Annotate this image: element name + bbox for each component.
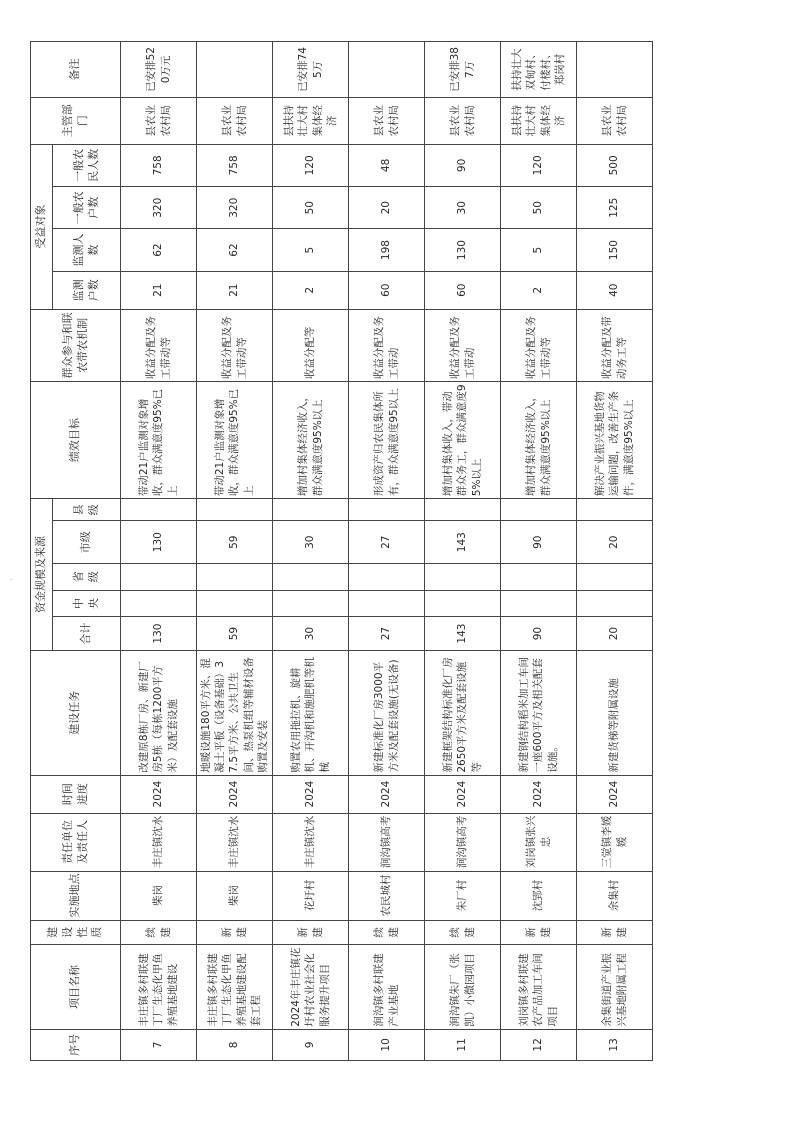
cell-location: 柴岗	[197, 871, 273, 920]
cell-time: 2024	[349, 775, 425, 813]
cell-city: 130	[121, 521, 197, 563]
cell-city: 90	[501, 521, 577, 563]
cell-unit: 涧沟镇高考	[349, 813, 425, 871]
cell-mech: 收益分配及务工带动	[349, 309, 425, 381]
cell-provincial	[197, 563, 273, 590]
cell-city: 20	[577, 521, 653, 563]
cell-note	[197, 42, 273, 98]
cell-unit: 丰庄镇沈水	[121, 813, 197, 871]
cell-mon-people: 130	[425, 229, 501, 271]
cell-county	[121, 499, 197, 521]
header-county: 县级	[53, 499, 121, 521]
cell-note	[349, 42, 425, 98]
header-time: 时间进度	[31, 775, 121, 813]
cell-seq: 7	[121, 1029, 197, 1060]
cell-nature: 新建	[197, 920, 273, 945]
cell-county	[273, 499, 349, 521]
cell-name: 涧沟镇朱厂（张凯）小微园项目	[425, 945, 501, 1030]
cell-task: 新建标准化厂房3000平方米及配套设施(无设备)	[349, 650, 425, 775]
cell-note: 扶持壮大双甸村、付楼村、郑岗村	[501, 42, 577, 98]
cell-mon-households: 21	[197, 271, 273, 309]
header-total: 合计	[53, 617, 121, 650]
cell-total: 27	[349, 617, 425, 650]
cell-mon-households: 21	[121, 271, 197, 309]
cell-note	[577, 42, 653, 98]
cell-time: 2024	[425, 775, 501, 813]
header-seq: 序号	[31, 1029, 121, 1060]
cell-mech: 收益分配等	[273, 309, 349, 381]
cell-county	[349, 499, 425, 521]
header-provincial: 省级	[53, 563, 121, 590]
cell-mech: 收益分配及务工带动等	[121, 309, 197, 381]
cell-city: 27	[349, 521, 425, 563]
cell-provincial	[501, 563, 577, 590]
cell-mon-people: 198	[349, 229, 425, 271]
project-table	[30, 41, 653, 1061]
header-unit: 责任单位及责任人	[31, 813, 121, 871]
cell-gen-households: 50	[273, 187, 349, 229]
cell-perf: 形成资产归农民集体所有，群众满意度95以上	[349, 382, 425, 499]
cell-total: 130	[121, 617, 197, 650]
cell-time: 2024	[273, 775, 349, 813]
cell-gen-people: 48	[349, 144, 425, 186]
cell-nature: 新建	[577, 920, 653, 945]
cell-gen-people: 120	[501, 144, 577, 186]
cell-mon-people: 5	[501, 229, 577, 271]
cell-mon-households: 2	[273, 271, 349, 309]
cell-location: 花圩村	[273, 871, 349, 920]
cell-total: 20	[577, 617, 653, 650]
cell-city: 143	[425, 521, 501, 563]
cell-nature: 续建	[349, 920, 425, 945]
cell-location: 朱厂村	[425, 871, 501, 920]
cell-gen-people: 500	[577, 144, 653, 186]
cell-county	[425, 499, 501, 521]
cell-county	[197, 499, 273, 521]
cell-gen-people: 90	[425, 144, 501, 186]
cell-name: 涧沟镇多村联建产业基地	[349, 945, 425, 1030]
cell-name: 丰庄镇多村联建丁厂生态化甲鱼养殖基地建设配套工程	[197, 945, 273, 1030]
cell-mon-households: 60	[425, 271, 501, 309]
cell-gen-households: 30	[425, 187, 501, 229]
header-city: 市级	[53, 521, 121, 563]
cell-seq: 12	[501, 1029, 577, 1060]
table-row	[501, 42, 577, 1061]
cell-dept: 县农业农村局	[425, 97, 501, 144]
cell-mech: 收益分配及务工带动等	[197, 309, 273, 381]
table-row	[425, 42, 501, 1061]
cell-perf: 带动21户监测对象增收，群众满意度95%已上	[121, 382, 197, 499]
cell-mech: 收益分配及务工带动	[425, 309, 501, 381]
cell-central	[349, 590, 425, 617]
cell-note: 已安排387万	[425, 42, 501, 98]
cell-unit: 涧沟镇高考	[425, 813, 501, 871]
cell-dept: 县扶持壮大村集体经济	[501, 97, 577, 144]
cell-task: 改建原8栋厂房、新建厂房5栋（每栋1200平方米）及配套设施	[121, 650, 197, 775]
cell-total: 59	[197, 617, 273, 650]
cell-seq: 9	[273, 1029, 349, 1060]
cell-name: 丰庄镇多村联建丁厂生态化甲鱼养殖基地建设	[121, 945, 197, 1030]
cell-dept: 县农业农村局	[577, 97, 653, 144]
cell-unit: 刘岗镇张兴忠	[501, 813, 577, 871]
table-row	[197, 42, 273, 1061]
cell-time: 2024	[197, 775, 273, 813]
cell-mon-people: 62	[197, 229, 273, 271]
cell-county	[501, 499, 577, 521]
header-note: 备注	[31, 42, 121, 98]
cell-dept: 县扶持壮大村集体经济	[273, 97, 349, 144]
cell-gen-households: 20	[349, 187, 425, 229]
header-mech: 群众参与和联农带农机制	[31, 309, 121, 381]
header-task: 建设任务	[31, 650, 121, 775]
cell-name: 余集街道产业振兴基地附属工程	[577, 945, 653, 1030]
cell-central	[501, 590, 577, 617]
scan-mark: .	[4, 577, 15, 581]
cell-provincial	[273, 563, 349, 590]
cell-nature: 新建	[273, 920, 349, 945]
cell-central	[273, 590, 349, 617]
cell-gen-households: 125	[577, 187, 653, 229]
cell-name: 2024年丰庄镇花圩村农业社会化服务提升项目	[273, 945, 349, 1030]
cell-gen-households: 320	[121, 187, 197, 229]
header-gen-people: 一般农民人数	[53, 144, 121, 186]
cell-mon-people: 5	[273, 229, 349, 271]
header-dept: 主管部门	[31, 97, 121, 144]
cell-mech: 收益分配及带动务工等	[577, 309, 653, 381]
cell-mon-people: 150	[577, 229, 653, 271]
cell-central	[121, 590, 197, 617]
cell-provincial	[121, 563, 197, 590]
cell-mon-households: 40	[577, 271, 653, 309]
cell-time: 2024	[121, 775, 197, 813]
cell-name: 刘岗镇多村联建农产品加工车间项目	[501, 945, 577, 1030]
cell-perf: 带动21户监测对象增收，群众满意度95%已上	[197, 382, 273, 499]
cell-provincial	[349, 563, 425, 590]
cell-gen-people: 758	[197, 144, 273, 186]
cell-seq: 13	[577, 1029, 653, 1060]
cell-central	[577, 590, 653, 617]
cell-task: 购置农用拖拉机、旋耕机、开沟机和施肥机等机械	[273, 650, 349, 775]
cell-gen-households: 320	[197, 187, 273, 229]
cell-central	[425, 590, 501, 617]
cell-unit: 丰庄镇沈水	[273, 813, 349, 871]
header-mon-people: 监测人数	[53, 229, 121, 271]
cell-nature: 续建	[121, 920, 197, 945]
cell-note: 已安排745万	[273, 42, 349, 98]
cell-nature: 续建	[425, 920, 501, 945]
cell-mon-households: 60	[349, 271, 425, 309]
table-row	[121, 42, 197, 1061]
cell-mon-people: 62	[121, 229, 197, 271]
cell-central	[197, 590, 273, 617]
cell-location: 柴岗	[121, 871, 197, 920]
cell-location: 农民城村	[349, 871, 425, 920]
header-fund: 资金规模及来源	[31, 499, 53, 651]
cell-city: 59	[197, 521, 273, 563]
cell-location: 余集村	[577, 871, 653, 920]
cell-mech: 收益分配及务工带动等	[501, 309, 577, 381]
cell-note: 已安排520万元	[121, 42, 197, 98]
cell-dept: 县农业农村局	[121, 97, 197, 144]
table-row	[577, 42, 653, 1061]
cell-task: 地暖设施180平方米、混凝土平板（设备基础）37.5平方米、公共卫生间、热泵机组等辅材设备购置及安装	[197, 650, 273, 775]
cell-gen-people: 120	[273, 144, 349, 186]
cell-perf: 增加村集体经济收入，群众满意度95%以上	[273, 382, 349, 499]
cell-dept: 县农业农村局	[349, 97, 425, 144]
cell-seq: 8	[197, 1029, 273, 1060]
header-perf: 绩效目标	[31, 382, 121, 499]
cell-total: 30	[273, 617, 349, 650]
cell-county	[577, 499, 653, 521]
header-mon-households: 监测户数	[53, 271, 121, 309]
header-location: 实施地点	[31, 871, 121, 920]
cell-city: 30	[273, 521, 349, 563]
cell-mon-households: 2	[501, 271, 577, 309]
cell-location: 沈郢村	[501, 871, 577, 920]
cell-seq: 10	[349, 1029, 425, 1060]
cell-nature: 新建	[501, 920, 577, 945]
cell-seq: 11	[425, 1029, 501, 1060]
cell-total: 143	[425, 617, 501, 650]
header-central: 中央	[53, 590, 121, 617]
table-row	[273, 42, 349, 1061]
cell-task: 新建钢结构稻米加工车间一座600平方及相关配套设施。	[501, 650, 577, 775]
header-beneficiary: 受益对象	[31, 144, 53, 309]
cell-total: 90	[501, 617, 577, 650]
cell-gen-people: 758	[121, 144, 197, 186]
header-name: 项目名称	[31, 945, 121, 1030]
cell-gen-households: 50	[501, 187, 577, 229]
cell-task: 新建货梯等附属设施	[577, 650, 653, 775]
cell-perf: 解决产业振兴基地货物运输问题，改善生产条件，满意度95%以上	[577, 382, 653, 499]
cell-provincial	[577, 563, 653, 590]
cell-time: 2024	[501, 775, 577, 813]
cell-provincial	[425, 563, 501, 590]
cell-perf: 增加村集体经济收入，群众满意度95%以上	[501, 382, 577, 499]
cell-unit: 丰庄镇沈水	[197, 813, 273, 871]
header-nature: 建设性质	[31, 920, 121, 945]
cell-dept: 县农业农村局	[197, 97, 273, 144]
cell-task: 新建框架结构标准化厂房2650平方米及配套设施等	[425, 650, 501, 775]
cell-time: 2024	[577, 775, 653, 813]
cell-unit: 三觉镇李媛媛	[577, 813, 653, 871]
cell-perf: 增加村集体收入，带动群众务工，群众满意度95%以上	[425, 382, 501, 499]
header-gen-households: 一般农户数	[53, 187, 121, 229]
table-row	[349, 42, 425, 1061]
